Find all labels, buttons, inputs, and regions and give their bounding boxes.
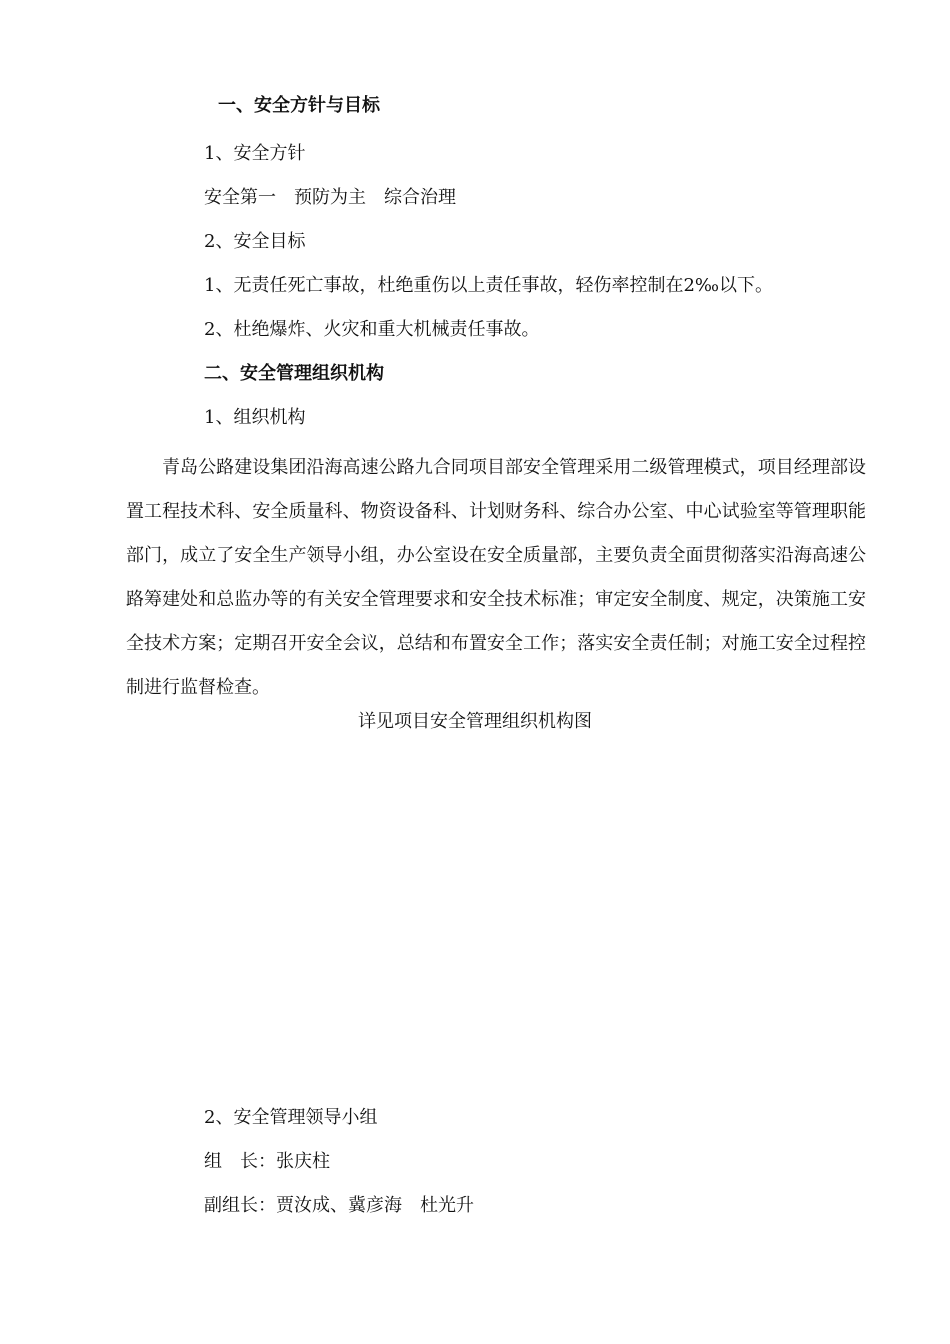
org-description-paragraph: 青岛公路建设集团沿海高速公路九合同项目部安全管理采用二级管理模式，项目经理部设置工程技术科、安全质量科、物资设备科、计划财务科、综合办公室、中心试验室等管理职能部门，成立了安全生产领导小组，办公室设在安全质量部，主要负责全面贯彻落实沿海高速公路筹建处和总监办等的有关安全管理要求和安全技术标准；审定安全制度、规定，决策施工安全技术方案；定期召开安全会议，总结和布置安全工作；落实安全责任制；对施工安全过程控制进行监督检查。 (126, 457, 866, 698)
subsection-title-org: 1、组织机构 (204, 407, 306, 428)
org-chart-reference: 详见项目安全管理组织机构图 (358, 711, 592, 732)
section-heading-1: 一、安全方针与目标 (218, 95, 380, 116)
policy-text: 安全第一 预防为主 综合治理 (204, 187, 456, 208)
subsection-title-goals: 2、安全目标 (204, 231, 306, 252)
goal-item-1: 1、无责任死亡事故，杜绝重伤以上责任事故，轻伤率控制在2‰以下。 (204, 275, 774, 296)
subsection-title-leadership: 2、安全管理领导小组 (204, 1107, 378, 1128)
leader-line: 组 长：张庆柱 (204, 1151, 330, 1172)
subsection-title-policy: 1、安全方针 (204, 143, 306, 164)
deputy-leader-line: 副组长：贾汝成、冀彦海 杜光升 (204, 1195, 474, 1216)
goal-item-2: 2、杜绝爆炸、火灾和重大机械责任事故。 (204, 319, 540, 340)
section-heading-2: 二、安全管理组织机构 (204, 363, 384, 384)
